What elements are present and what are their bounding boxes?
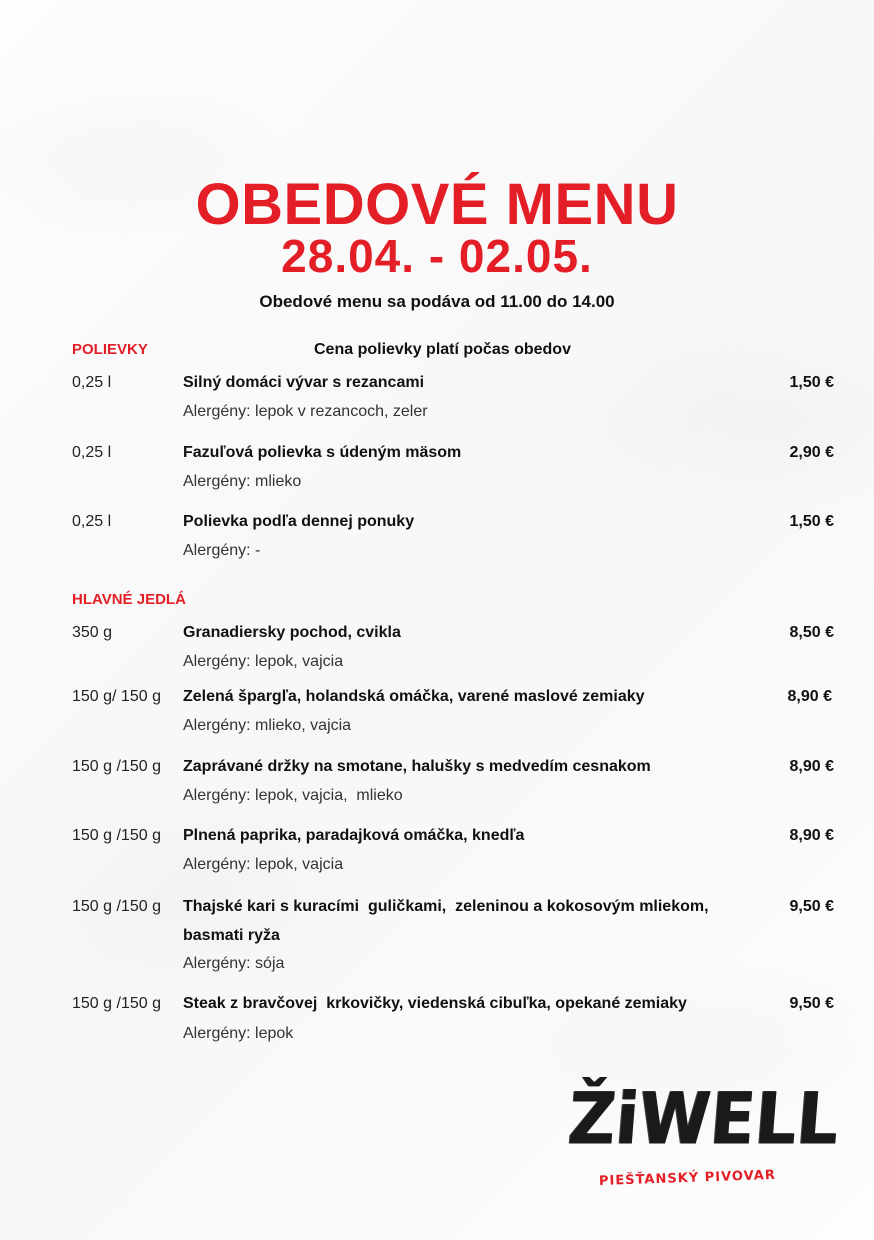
item-price: 8,90 €	[789, 827, 834, 844]
item-allergens: Alergény: lepok, vajcia, mlieko	[183, 787, 403, 804]
item-quantity: 150 g /150 g	[72, 827, 161, 844]
soups-price-note: Cena polievky platí počas obedov	[314, 341, 571, 358]
item-allergens: Alergény: lepok	[183, 1025, 294, 1042]
item-name: Zaprávané držky na smotane, halušky s medvedím cesnakom	[183, 758, 651, 775]
item-allergens: Alergény: lepok, vajcia	[183, 653, 344, 670]
item-allergens: Alergény: mlieko, vajcia	[183, 717, 352, 734]
item-allergens: Alergény: lepok, vajcia	[183, 856, 344, 873]
item-allergens: Alergény: mlieko	[183, 473, 302, 490]
item-name: Plnená paprika, paradajková omáčka, knedľa	[183, 827, 525, 844]
item-price: 1,50 €	[789, 374, 834, 391]
item-quantity: 150 g /150 g	[72, 898, 161, 915]
item-allergens: Alergény: -	[183, 542, 261, 559]
item-quantity: 350 g	[72, 624, 113, 641]
item-allergens: Alergény: sója	[183, 955, 285, 972]
item-quantity: 150 g /150 g	[72, 758, 161, 775]
logo-wordmark: ŽiWELL	[565, 1078, 843, 1162]
menu-dates: 28.04. - 02.05.	[281, 230, 593, 282]
item-name: Granadiersky pochod, cvikla	[183, 624, 401, 641]
item-name: Fazuľová polievka s údeným mäsom	[183, 444, 462, 461]
serving-hours: Obedové menu sa podáva od 11.00 do 14.00	[259, 292, 615, 311]
item-quantity: 0,25 l	[72, 513, 112, 530]
item-quantity: 150 g /150 g	[72, 995, 161, 1012]
item-price: 1,50 €	[789, 513, 834, 530]
item-quantity: 0,25 l	[72, 444, 112, 461]
item-name: Thajské kari s kuracími guličkami, zeleninou a kokosovým mliekom, basmati ryža	[183, 898, 709, 944]
item-name: Steak z bravčovej krkovičky, viedenská cibuľka, opekané zemiaky	[183, 995, 687, 1012]
item-allergens: Alergény: lepok v rezancoch, zeler	[183, 403, 428, 420]
item-price: 9,50 €	[789, 898, 834, 915]
brand-logo	[565, 1078, 843, 1189]
item-price: 2,90 €	[789, 444, 834, 461]
soups-heading: POLIEVKY	[72, 341, 148, 358]
item-price: 8,90 €	[787, 688, 832, 705]
item-name: Polievka podľa dennej ponuky	[183, 513, 415, 530]
item-price: 8,90 €	[789, 758, 834, 775]
item-name: Zelená špargľa, holandská omáčka, varené maslové zemiaky	[183, 688, 645, 705]
item-quantity: 0,25 l	[72, 374, 112, 391]
menu-title: OBEDOVÉ MENU	[195, 172, 679, 237]
item-price: 8,50 €	[789, 624, 834, 641]
logo-tagline: PIEŠŤANSKÝ PIVOVAR	[598, 1167, 777, 1189]
item-quantity: 150 g/ 150 g	[72, 688, 161, 705]
item-name: Silný domáci vývar s rezancami	[183, 374, 425, 391]
mains-heading: HLAVNÉ JEDLÁ	[72, 591, 186, 608]
item-price: 9,50 €	[789, 995, 834, 1012]
